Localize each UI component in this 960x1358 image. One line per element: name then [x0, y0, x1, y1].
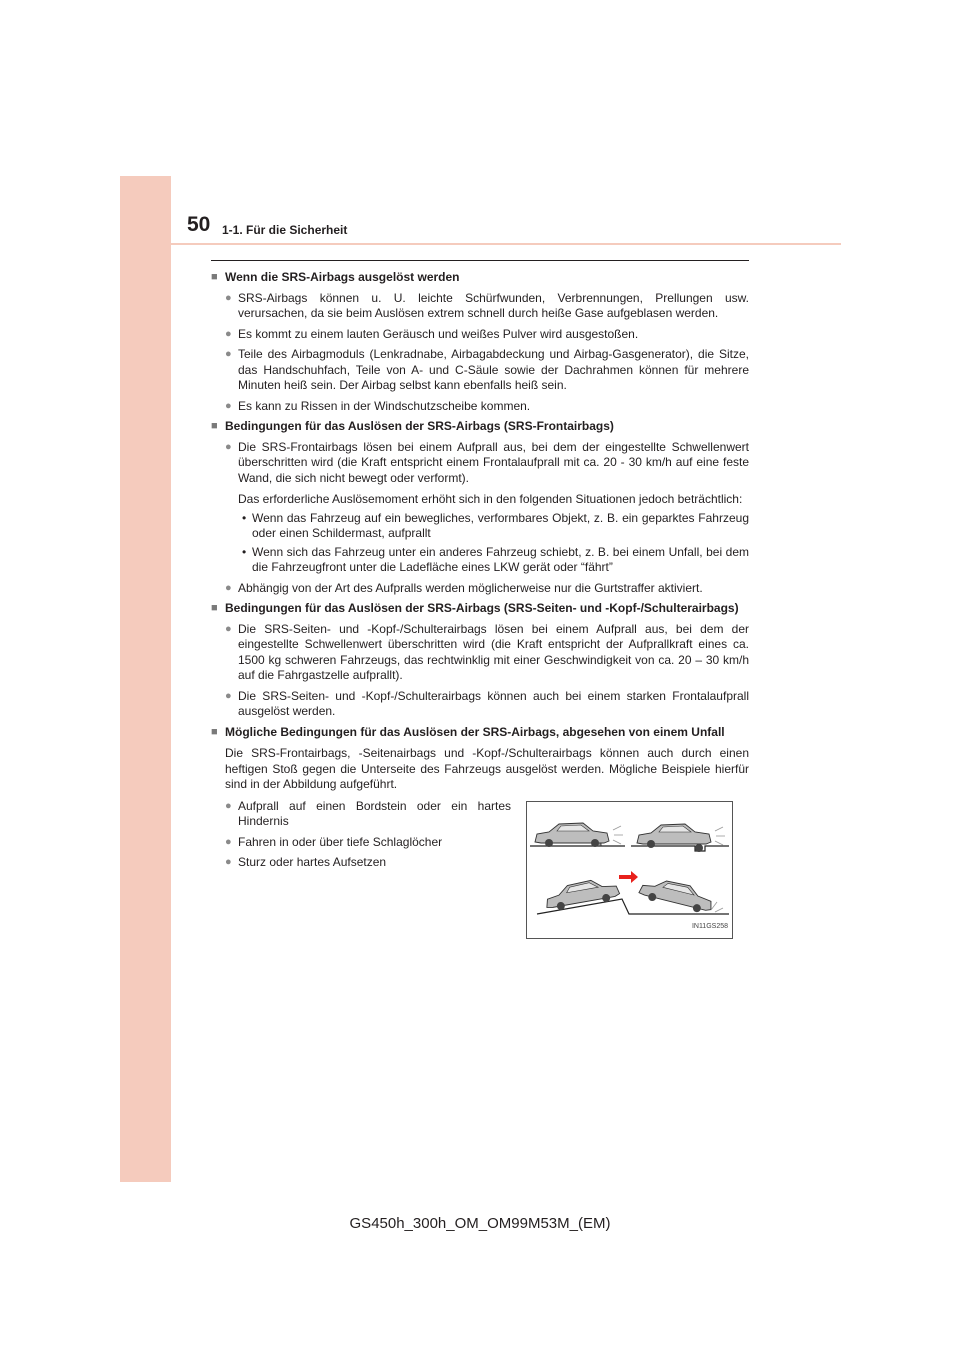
list-item: ● Abhängig von der Art des Aufpralls werden möglicherweise nur die Gurtstraffer aktiviert. — [225, 580, 703, 595]
section-heading: ■ Bedingungen für das Auslösen der SRS-Airbags (SRS-Seiten- und -Kopf-/Schulterairbags) — [211, 601, 739, 615]
bullet-icon: ● — [225, 581, 232, 594]
bullet-icon: ● — [225, 689, 232, 702]
illustration-block — [211, 799, 749, 939]
bullet-icon: ● — [225, 856, 232, 868]
list-item: ● Sturz oder hartes Aufsetzen — [225, 855, 387, 869]
bullet-icon: ● — [225, 348, 232, 360]
list-item: ● Fahren in oder über tiefe Schlaglöcher — [225, 834, 443, 849]
car-icon — [637, 824, 711, 852]
page-content — [211, 270, 749, 939]
car-icon — [638, 874, 716, 915]
car-scenes-drawing — [527, 802, 732, 938]
bullet-icon: ● — [225, 440, 232, 453]
section-heading: ■ Mögliche Bedingungen für das Auslösen der SRS-Airbags, abgesehen von einem Unfall — [211, 724, 725, 739]
bullet-icon: ● — [225, 835, 232, 848]
bullet-icon: ● — [225, 291, 232, 304]
airbag-trigger-illustration — [526, 801, 733, 939]
list-item: ● Die SRS-Seiten- und -Kopf-/Schulterairbags lösen bei einem Aufprall aus, bei dem der eingestellte Schwellenwert überschritten wird (die Kraft entspricht der Aufprallkraft eines ca. 1500 kg schweren Fahrzeugs, das rechtwinklig mit einer Geschwindigkeit von ca. 20 – 30 km/h auf die Fahrgastzelle aufprallt). — [225, 621, 749, 682]
bullet-icon: ● — [225, 399, 232, 412]
list-item: ● Es kommt zu einem lauten Geräusch und weißes Pulver wird ausgestoßen. — [225, 326, 639, 341]
square-marker-icon: ■ — [211, 271, 218, 283]
car-icon — [544, 875, 621, 911]
sub-list-item: • Wenn das Fahrzeug auf ein bewegliches, verformbares Objekt, z. B. ein geparktes Fahrzeug oder einen Schildermast, aufprallt — [242, 510, 749, 540]
page-number: 50 — [187, 213, 211, 236]
section-title: 1-1. Für die Sicherheit — [222, 223, 348, 237]
content-rule — [211, 260, 749, 261]
bullet-icon: ● — [225, 327, 232, 340]
footer-doc-code: GS450h_300h_OM_OM99M53M_(EM) — [349, 1215, 611, 1232]
list-item: ● Es kann zu Rissen in der Windschutzscheibe kommen. — [225, 398, 531, 413]
bullet-icon: ● — [225, 799, 232, 812]
arrow-right-icon — [619, 871, 638, 883]
car-icon — [535, 823, 609, 847]
square-marker-icon: ■ — [211, 602, 218, 614]
paragraph: Das erforderliche Auslösemoment erhöht sich in den folgenden Situationen jedoch beträchtlich: — [238, 492, 743, 506]
side-color-band — [120, 176, 171, 1182]
figure-id: IN11GS258 — [691, 923, 728, 930]
list-item: ● SRS-Airbags können u. U. leichte Schürfwunden, Verbrennungen, Prellungen usw. verursachen, da sie beim Auslösen extrem schnell durch heiße Gase aufgeblasen werden. — [225, 290, 749, 320]
section-heading: ■ Bedingungen für das Auslösen der SRS-Airbags (SRS-Frontairbags) — [211, 419, 614, 433]
list-item: ● Die SRS-Frontairbags lösen bei einem Aufprall aus, bei dem der eingestellte Schwellenwert überschritten wird (die Kraft entspricht einem Frontalaufprall mit ca. 20 - 30 km/h auf eine feste Wand, die sich nicht bewegt oder verformt). — [225, 439, 749, 485]
paragraph: Die SRS-Frontairbags, -Seitenairbags und -Kopf-/Schulterairbags können auch durch einen heftigen Stoß gegen die Unterseite des Fahrzeugs ausgelöst werden. Mögliche Beispiele hierfür sind in der Abbildung aufgeführt. — [225, 746, 749, 791]
list-item: ● Aufprall auf einen Bordstein oder ein hartes Hindernis — [225, 798, 511, 828]
square-marker-icon: ■ — [211, 725, 218, 738]
list-item: ● Die SRS-Seiten- und -Kopf-/Schulterairbags können auch bei einem starken Frontalaufprall ausgelöst werden. — [225, 688, 749, 718]
example-list — [211, 799, 511, 871]
list-item: ● Teile des Airbagmoduls (Lenkradnabe, Airbagabdeckung und Airbag-Gasgenerator), die Sitze, das Handschuhfach, Teile von A- und C-Säule sowie der Dachrahmen können für mehrere Minuten heiß sein. Der Airbag selbst kann ebenfalls heiß sein. — [225, 347, 749, 392]
bullet-icon: ● — [225, 622, 232, 635]
sub-list-item: • Wenn sich das Fahrzeug unter ein anderes Fahrzeug schiebt, z. B. bei einem Unfall, bei dem die Fahrzeugfront unter die Ladefläche eines LKW gerät oder “fährt” — [242, 544, 749, 574]
square-marker-icon: ■ — [211, 420, 218, 432]
header-rule — [171, 243, 841, 245]
section-heading: ■ Wenn die SRS-Airbags ausgelöst werden — [211, 270, 460, 284]
